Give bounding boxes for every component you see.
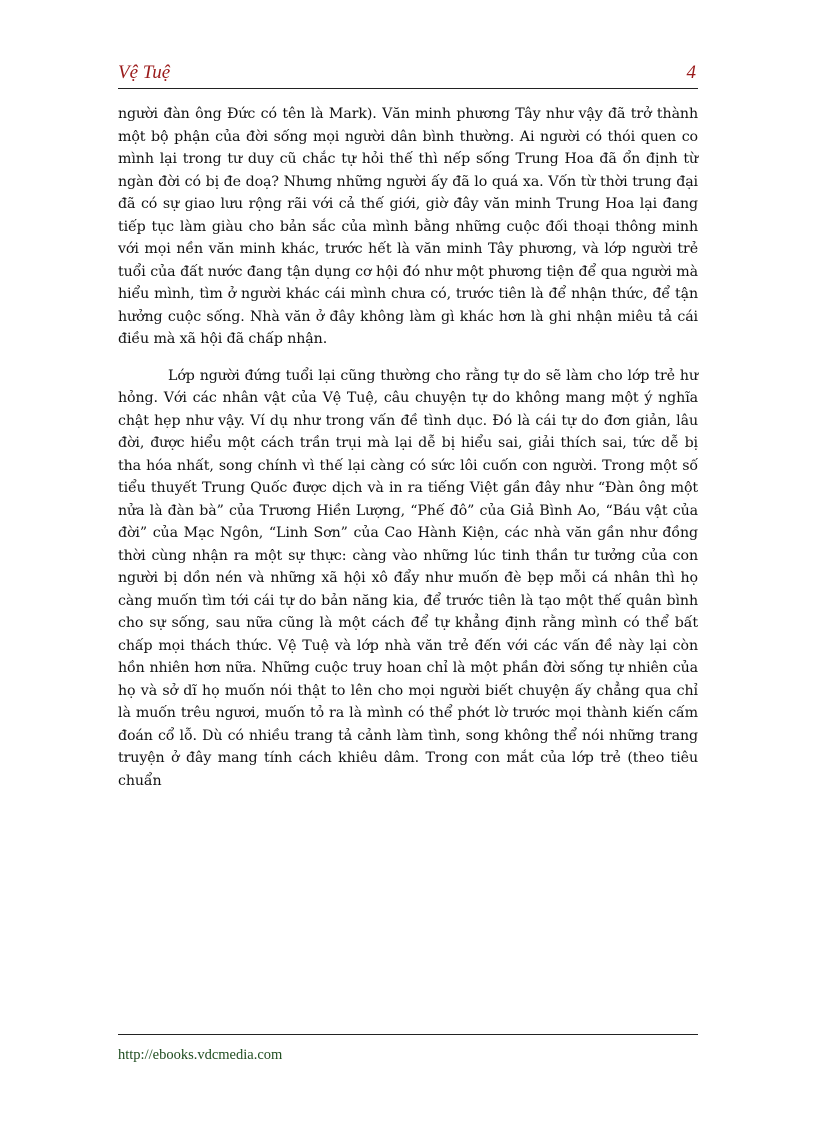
page-header: [118, 60, 698, 89]
page-footer: [118, 1034, 698, 1064]
running-title: Vệ Tuệ: [118, 62, 171, 83]
page-number: 4: [686, 62, 696, 83]
paragraph-2: Lớp người đứng tuổi lại cũng thường cho rằng tự do sẽ làm cho lớp trẻ hư hỏng. Với các nhân vật của Vệ Tuệ, câu chuyện tự do không mang một ý nghĩa chật hẹp như vậy. Ví dụ như trong vấn đề tình dục. Đó là cái tự do đơn giản, lâu đời, được hiểu một cách trần trụi mà lại dễ bị hiểu sai, giải thích sai, tức dễ bị tha hóa nhất, song chính vì thế lại càng có sức lôi cuốn con người. Trong một số tiểu thuyết Trung Quốc được dịch và in ra tiếng Việt gần đây như “Đàn ông một nửa là đàn bà” của Trương Hiền Lượng, “Phế đô” của Giả Bình Ao, “Báu vật của đời” của Mạc Ngôn, “Linh Sơn” của Cao Hành Kiện, các nhà văn gần như đồng thời cùng nhận ra một sự thực: càng vào những lúc tinh thần tư tưởng của con người bị dồn nén và những xã hội xô đẩy như muốn đè bẹp mỗi cá nhân thì họ càng muốn tìm tới cái tự do bản năng kia, để trước tiên là tạo một thế quân bình cho sự sống, sau nữa cũng là một cách để tự khẳng định rằng mình có thể bất chấp mọi thách thức. Vệ Tuệ và lớp nhà văn trẻ đến với các vấn đề này lại còn hồn nhiên hơn nữa. Những cuộc truy hoan chỉ là một phần đời sống tự nhiên của họ và sở dĩ họ muốn nói thật to lên cho mọi người biết chuyện ấy chẳng qua chỉ là muốn trêu ngươi, muốn tỏ ra là mình có thể phớt lờ trước mọi thành kiến cấm đoán cổ lỗ. Dù có nhiều trang tả cảnh làm tình, song không thể nói những trang truyện ở đây mang tính cách khiêu dâm. Trong con mắt của lớp trẻ (theo tiêu chuẩn: [118, 367, 698, 789]
body-text: [118, 103, 698, 792]
footer-link[interactable]: http://ebooks.vdcmedia.com: [118, 1047, 283, 1063]
paragraph-1: người đàn ông Đức có tên là Mark). Văn minh phương Tây như vậy đã trở thành một bộ phận của đời sống mọi người dân bình thường. Ai người có thói quen co mình lại trong tư duy cũ chắc tự hỏi thế thì nếp sống Trung Hoa đã ổn định từ ngàn đời có bị đe doạ? Nhưng những người ấy đã lo quá xa. Vốn từ thời trung đại đã có sự giao lưu rộng rãi với cả thế giới, giờ đây văn minh Trung Hoa lại đang tiếp tục làm giàu cho bản sắc của mình bằng những cuộc đối thoại thông minh với mọi nền văn minh khác, trước hết là văn minh Tây phương, và lớp người trẻ tuổi của đất nước đang tận dụng cơ hội đó như một phương tiện để qua người mà hiểu mình, tìm ở người khác cái mình chưa có, trước tiên là để nhận thức, để tận hưởng cuộc sống. Nhà văn ở đây không làm gì khác hơn là ghi nhận miêu tả cái điều mà xã hội đã chấp nhận.: [118, 106, 698, 347]
